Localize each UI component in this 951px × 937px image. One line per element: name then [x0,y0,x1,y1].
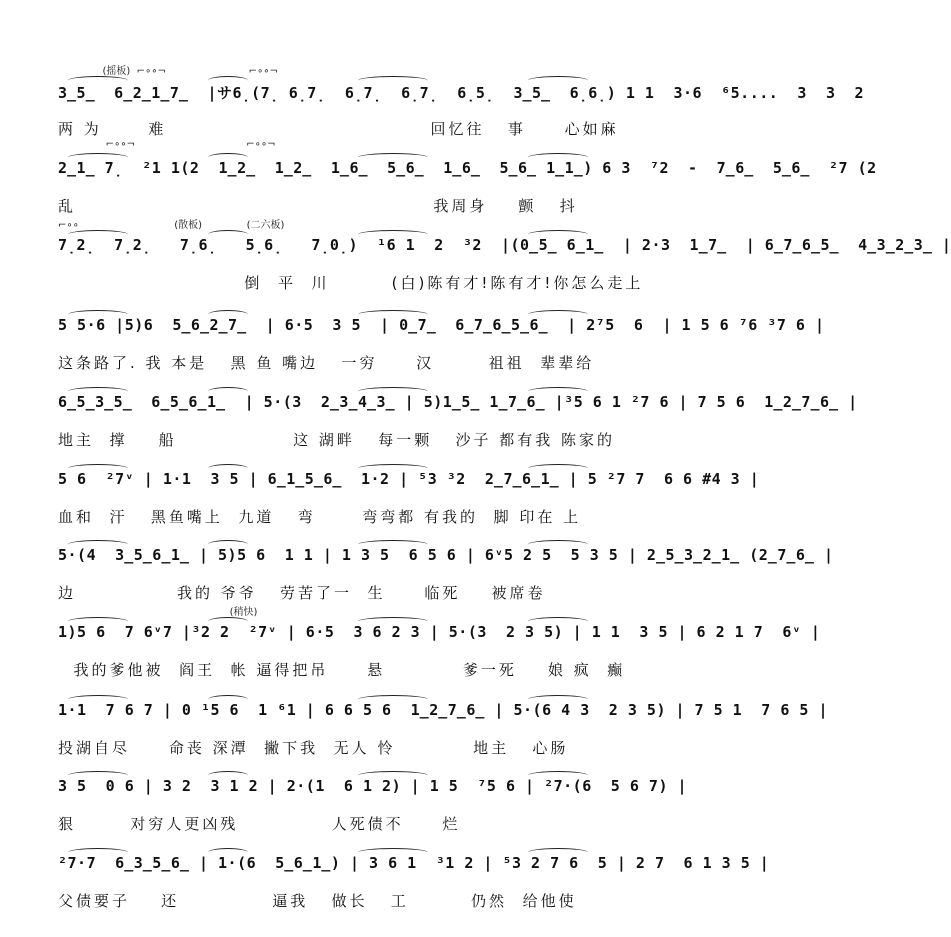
jianpu-notes: 1)5 6 7 6ᵛ7 |³2 2 ²7ᵛ | 6·5 3 6 2 3 | 5·(3 2 3 5) | 1 1 3 5 | 6 2 1 7 6ᵛ | [58,623,821,641]
slur-arc [528,76,588,85]
lyrics-line: 两 为 难 回忆往 事 心如麻 [58,120,619,138]
slur-arc [68,230,128,239]
slur-arc [68,695,128,704]
performance-marks: ⌐∘∘¬ ⌐∘∘¬ [58,139,276,150]
slur-arc [208,76,248,85]
slur-arc [68,464,128,473]
jianpu-notes: ²7·7 6̲3̲5̲6̲ | 1·(6 5̲6̲1̲) | 3 6 1 ³1 2 | ⁵3 2 7 6 5 | 2 7 6 1 3 5 | [58,854,770,872]
slur-arc [208,695,248,704]
slur-arc [208,310,248,319]
slur-arc [358,464,428,473]
slur-arc [528,848,588,857]
slur-arc [68,540,128,549]
slur-arc [208,848,248,857]
slur-arc [208,771,248,780]
score-system [58,216,951,296]
slur-arc [528,310,588,319]
performance-marks: (稍快) [58,607,258,618]
slur-arc [358,230,428,239]
slur-arc [358,387,428,396]
lyrics-line: 边 我的 爷爷 劳苦了一 生 临死 被席卷 [58,584,546,602]
lyrics-line: 狠 对穷人更凶残 人死债不 烂 [58,815,461,833]
score-system [58,603,821,683]
lyrics-line: 地主 撑 船 这 湖畔 每一颗 沙子 都有我 陈家的 [58,431,616,449]
slur-arc [208,617,248,626]
lyrics-line: 这条路了. 我 本是 黑 鱼 嘴边 一穷 汉 祖祖 辈辈给 [58,354,595,372]
lyrics-line: 血和 汗 黑鱼嘴上 九道 弯 弯弯都 有我的 脚 印在 上 [58,508,582,526]
slur-arc [528,617,588,626]
jianpu-notes: 3̲5̲ 6̲2̲1̲7̲ |サ6̣(7̣ 6̣7̣ 6̣7̣ 6̣7̣ 6̣5̣ 3̲5̲ 6̣6̣) 1 1 3·6 ⁶5.... 3 3 2 [58,84,865,102]
slur-arc [528,230,588,239]
slur-arc [68,153,128,162]
slur-arc [68,387,128,396]
jianpu-notes: 6̲5̲3̲5̲ 6̲5̲6̲1̲ | 5·(3 2̲3̲4̲3̲ | 5)1̲5̲ 1̲7̲6̲ |³5 6 1 ²7 6 | 7 5 6 1̲2̲7̲6̲ | [58,393,858,411]
slur-arc [528,771,588,780]
lyrics-line: 乱 我周身 颤 抖 [58,197,578,215]
jianpu-notes: 5 6 ²7ᵛ | 1·1 3 5 | 6̲1̲5̲6̲ 1·2 | ⁵3 ³2 2̲7̲6̲1̲ | 5 ²7 7 6 6 #4 3 | [58,470,760,488]
slur-arc [528,153,588,162]
score-system [58,681,828,761]
slur-arc [358,771,428,780]
slur-arc [208,540,248,549]
slur-arc [68,848,128,857]
slur-arc [208,387,248,396]
jianpu-notes: 5·(4 3̲5̲6̲1̲ | 5)5 6 1 1 | 1 3 5 6 5 6 | 6ᵛ5 2 5 5 3 5 | 2̲5̲3̲2̲1̲ (2̲7̲6̲ | [58,546,834,564]
slur-arc [528,695,588,704]
slur-arc [68,617,128,626]
slur-arc [358,540,428,549]
performance-marks: (摇板) ⌐∘∘¬ ⌐∘∘¬ [58,66,278,77]
slur-arc [358,848,428,857]
score-system [58,296,825,376]
score-system [58,373,858,453]
lyrics-line: 投湖自尽 命丧 深潭 撇下我 无人 怜 地主 心肠 [58,739,569,757]
slur-arc [68,310,128,319]
slur-arc [528,540,588,549]
slur-arc [208,230,248,239]
slur-arc [528,387,588,396]
score-system [58,139,877,219]
slur-arc [358,617,428,626]
jianpu-notes: 2̲1̲ 7̣ ²1 1(2 1̲2̲ 1̲2̲ 1̲6̲ 5̲6̲ 1̲6̲ 5̲6̲ 1̲1̲) 6 3 ⁷2 - 7̲6̲ 5̲6̲ ²7 (2 [58,159,877,177]
slur-arc [68,771,128,780]
slur-arc [68,76,128,85]
lyrics-line: 我的爹他被 阎王 帐 逼得把吊 悬 爹一死 娘 疯 癫 [58,661,626,679]
jianpu-notes: 7̣2̣ 7̣2̣ 7̣6̣ 5̣6̣ 7̣0̣) ¹6 1 2 ³2 |(0̲5̲ 6̲1̲ | 2·3 1̲7̲ | 6̲7̲6̲5̲ 4̲3̲2̲3̲ | [58,236,951,254]
lyrics-line: 倒 平 川 (白)陈有才!陈有才!你怎么走上 [58,274,644,292]
jianpu-notes: 1·1 7 6 7 | 0 ¹5 6 1 ⁶1 | 6 6 5 6 1̲2̲7̲6̲ | 5·(6 4 3 2 3 5) | 7 5 1 7 6 5 | [58,701,828,719]
score-system [58,62,865,142]
slur-arc [358,76,428,85]
slur-arc [358,310,428,319]
score-system [58,834,770,914]
score-system [58,450,760,530]
score-system [58,757,688,837]
slur-arc [358,695,428,704]
slur-arc [208,464,248,473]
slur-arc [528,464,588,473]
lyrics-line: 父债要子 还 逼我 做长 工 仍然 给他使 [58,892,577,910]
performance-marks: ⌐∘∘ (散板) (二六板) [58,220,285,231]
jianpu-notes: 3 5 0 6 | 3 2 3 1 2 | 2·(1 6 1 2) | 1 5 ⁷5 6 | ²7·(6 5 6 7) | [58,777,688,795]
slur-arc [208,153,248,162]
score-system [58,526,834,606]
jianpu-notes: 5 5·6 |5)6 5̲6̲2̲7̲ | 6·5 3 5 | 0̲7̲ 6̲7̲6̲5̲6̲ | 2⁷5 6 | 1 5 6 ⁷6 ³7 6 | [58,316,825,334]
slur-arc [358,153,428,162]
